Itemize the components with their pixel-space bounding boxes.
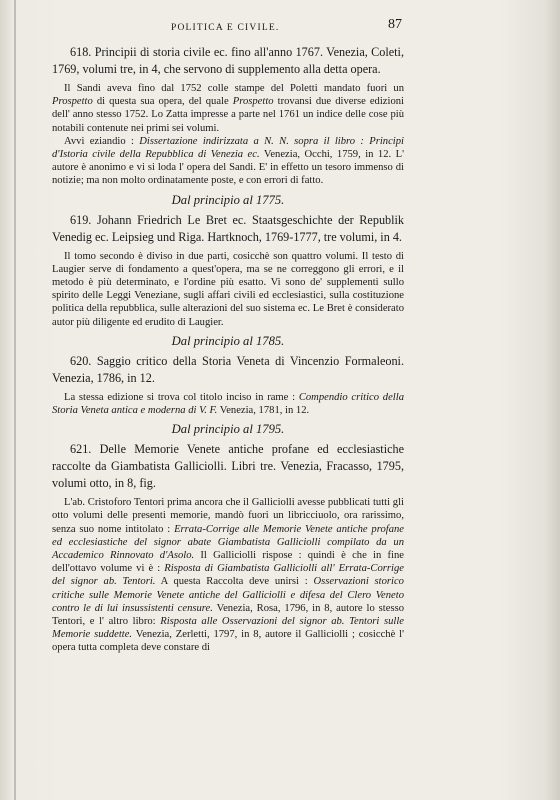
entry-620: 620. Saggio critico della Storia Veneta di Vincenzio Formaleoni. Venezia, 1786, in 12. [52, 353, 404, 385]
note-621: L'ab. Cristoforo Tentori prima ancora che il Galliciolli avesse pubblicati tutti gli otto volumi delle presenti memorie, mandò fuori un libricciuolo, ora rarissimo, senza suo nome intitolato : Errata-Corrige alle Memorie Venete antiche profane ed ecclesiastiche del signor abate Giambatista Galliciolli compilato da un Accademico Rinnovato d'Asolo. Il Galliciolli rispose : quindi è che in fine dell'ottavo volume vi è : Risposta di Giambatista Galliciolli all' Errata-Corrige del signor ab. Tentori. A questa Raccolta deve unirsi : Osservazioni storico critiche sulle Memorie Venete antiche del Galliciolli e difesa del Clero Veneto contro le di lui insussistenti censure. Venezia, Rosa, 1796, in 8, autore lo stesso Tentori, e l' altro libro: Risposta alle Osservazioni del signor ab. Tentori sulle Memorie suddette. Venezia, Zerletti, 1797, in 8, autore il Galliciolli ; cosicchè l' opera tutta completa deve constare di [52, 497, 404, 654]
section-heading-1795: Dal principio al 1795. [171, 422, 285, 437]
page-number: 87 [388, 17, 402, 32]
entry-619: 619. Johann Friedrich Le Bret ec. Staatsgeschichte der Republik Venedig ec. Leipsieg und Riga. Hartknoch, 1769-1777, tre volumi, in 4. [52, 212, 404, 244]
running-head: POLITICA E CIVILE. [171, 23, 280, 33]
body-text [52, 44, 404, 655]
section-heading-1775: Dal principio al 1775. [171, 192, 285, 207]
note-618-b: Avvi eziandio : Dissertazione indirizzata a N. N. sopra il libro : Principi d'Istoria civile della Repubblica di Venezia ec. Venezia, Occhi, 1759, in 12. L' autore è anonimo e vi si loda l' opera del Sandi. E' in effetto un tesoro immenso di notizie; ma non molto ordinatamente poste, e con errori di fatto. [52, 135, 404, 187]
note-618-a: Il Sandi aveva fino dal 1752 colle stampe del Poletti mandato fuori un Prospetto di questa sua opera, del quale Prospetto trovansi due diverse edizioni dell' anno stesso 1752. Lo Zatta impresse a parte nel 1761 un indice delle cose più notabili contenute nei primi sei volumi. [52, 83, 404, 134]
binding-gutter [14, 0, 16, 800]
note-619: Il tomo secondo è diviso in due parti, cosicchè son quattro volumi. Il testo di Laugier serve di fondamento a quest'opera, ma se ne correggono gli errori, e il metodo è più determinato, e l'ordine più esatto. Vi sono de' supplementi sullo spirito delle Leggi Veneziane, sugli affari civili ed ecclesiastici, sulla costituzione politica della repubblica, sulle alterazioni del suo sistema ec. Le Bret è considerato autor più diligente ed erudito di Laugier. [52, 250, 404, 328]
entry-618: 618. Principii di storia civile ec. fino all'anno 1767. Venezia, Coleti, 1769, volumi tre, in 4, che servono di supplemento alla detta opera. [52, 45, 404, 76]
section-heading-1785: Dal principio al 1785. [171, 333, 285, 348]
entry-621: 621. Delle Memorie Venete antiche profane ed ecclesiastiche raccolte da Giambatista Galliciolli. Libri tre. Venezia, Fracasso, 1795, volumi otto, in 8, fig. [52, 442, 404, 491]
page-header [52, 17, 404, 37]
note-620: La stessa edizione si trova col titolo inciso in rame : Compendio critico della Storia Veneta antica e moderna di V. F. Venezia, 1781, in 12. [52, 391, 404, 417]
